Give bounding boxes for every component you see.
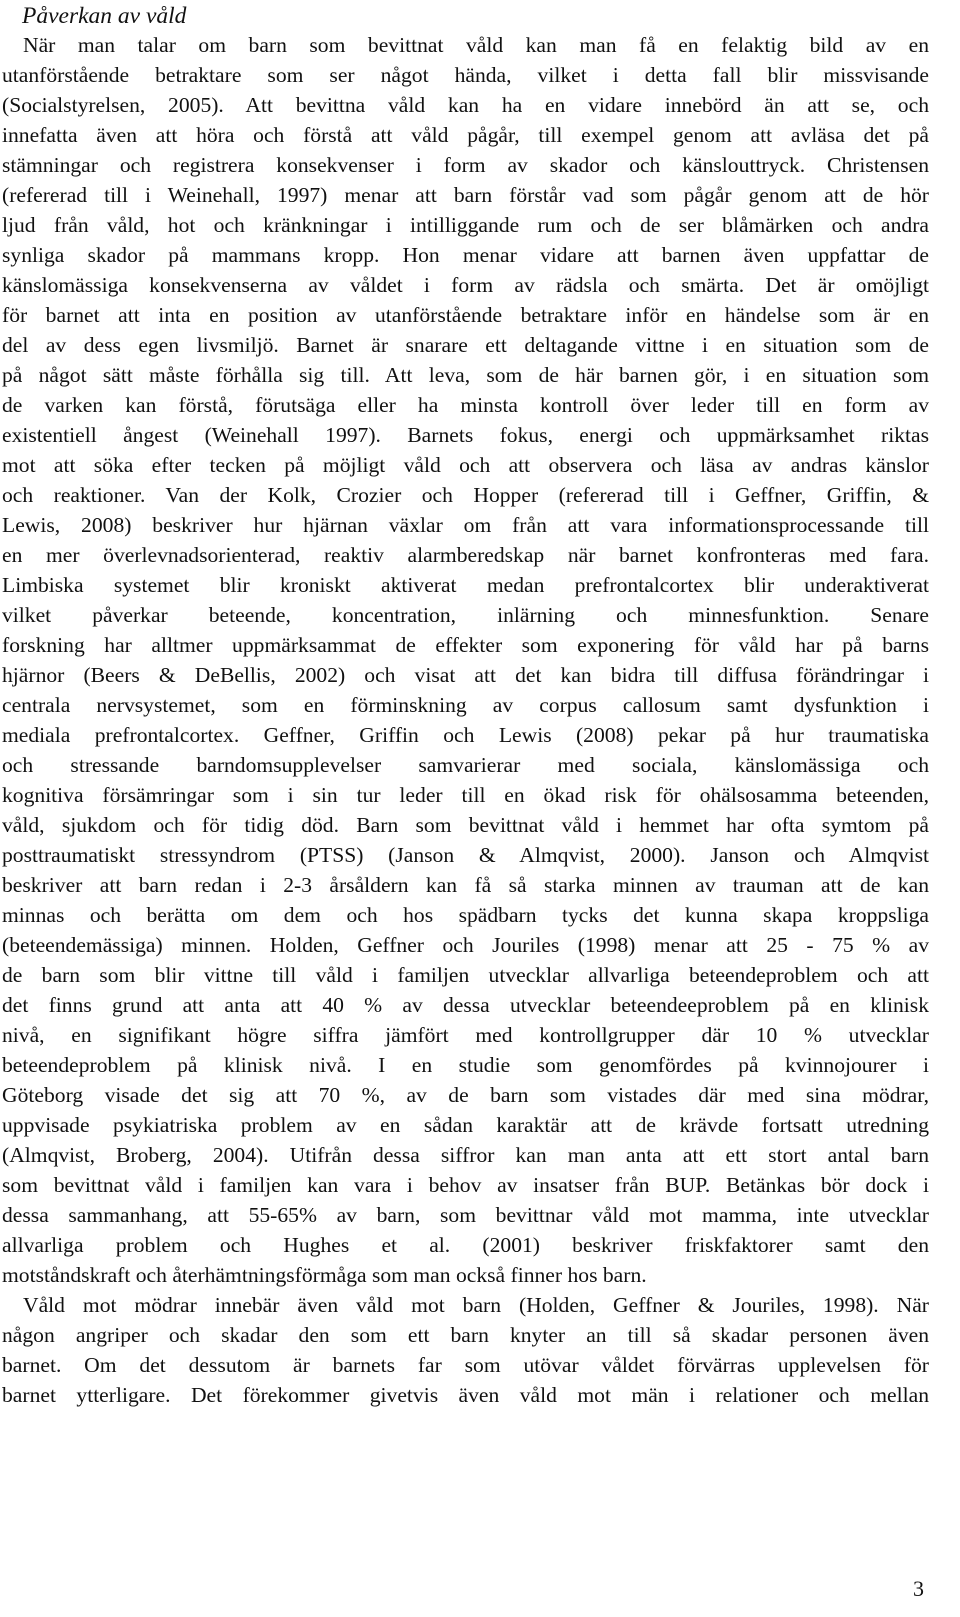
text-line: mot att söka efter tecken på möjligt våld och att observera och läsa av andras känslor (2, 453, 929, 477)
text-line: Våld mot mödrar innebär även våld mot barn (Holden, Geffner & Jouriles, 1998). När (23, 1293, 929, 1317)
text-line: hjärnor (Beers & DeBellis, 2002) och visat att det kan bidra till diffusa förändringar i (2, 663, 929, 687)
text-line: känslomässiga konsekvenserna av våldet i form av rädsla och smärta. Det är omöjligt (2, 273, 929, 297)
text-line: de varken kan förstå, förutsäga eller ha minsta kontroll över leder till en form av (2, 393, 929, 417)
text-line: de barn som blir vittne till våld i familjen utvecklar allvarliga beteendeproblem och att (2, 963, 929, 987)
text-line: När man talar om barn som bevittnat våld kan man få en felaktig bild av en (23, 33, 929, 57)
text-line: barnet ytterligare. Det förekommer givetvis även våld mot män i relationer och mellan (2, 1383, 929, 1407)
section-heading: Påverkan av våld (22, 3, 187, 29)
text-line: mediala prefrontalcortex. Geffner, Griffin och Lewis (2008) pekar på hur traumatiska (2, 723, 929, 747)
text-line: utanförstående betraktare som ser något hända, vilket i detta fall blir missvisande (2, 63, 929, 87)
text-line: synliga skador på mammans kropp. Hon menar vidare att barnen även uppfattar de (2, 243, 929, 267)
text-line: och stressande barndomsupplevelser samvarierar med sociala, känslomässiga och (2, 753, 929, 777)
text-line: beteendeproblem på klinisk nivå. I en studie som genomfördes på kvinnojourer i (2, 1053, 929, 1077)
text-line: som bevittnat våld i familjen kan vara i behov av insatser från BUP. Betänkas bör dock i (2, 1173, 929, 1197)
text-line: beskriver att barn redan i 2-3 årsåldern kan få så starka minnen av trauman att de kan (2, 873, 929, 897)
text-line: minnas och berätta om dem och hos spädbarn tycks det kunna skapa kroppsliga (2, 903, 929, 927)
text-line: nivå, en signifikant högre siffra jämfört med kontrollgrupper där 10 % utvecklar (2, 1023, 929, 1047)
text-line: det finns grund att anta att 40 % av dessa utvecklar beteendeeproblem på en klinisk (2, 993, 929, 1017)
text-line: Göteborg visade det sig att 70 %, av de barn som vistades där med sina mödrar, (2, 1083, 929, 1107)
text-line: forskning har alltmer uppmärksammat de effekter som exponering för våld har på barns (2, 633, 929, 657)
page-number: 3 (913, 1576, 924, 1601)
text-line: centrala nervsystemet, som en förminskning av corpus callosum samt dysfunktion i (2, 693, 929, 717)
text-line: dessa sammanhang, att 55-65% av barn, som bevittnar våld mot mamma, inte utvecklar (2, 1203, 929, 1227)
text-line: för barnet att inta en position av utanförstående betraktare inför en händelse som är en (2, 303, 929, 327)
text-line: innefatta även att höra och förstå att våld pågår, till exempel genom att avläsa det på (2, 123, 929, 147)
text-line: allvarliga problem och Hughes et al. (2001) beskriver friskfaktorer samt den (2, 1233, 929, 1257)
text-line: posttraumatiskt stressyndrom (PTSS) (Janson & Almqvist, 2000). Janson och Almqvist (2, 843, 929, 867)
text-line: barnet. Om det dessutom är barnets far som utövar våldet förvärras upplevelsen för (2, 1353, 929, 1377)
text-line: (refererad till i Weinehall, 1997) menar att barn förstår vad som pågår genom att de hör (2, 183, 929, 207)
text-line: uppvisade psykiatriska problem av en sådan karaktär att de krävde fortsatt utredning (2, 1113, 929, 1137)
text-line: Lewis, 2008) beskriver hur hjärnan växlar om från att vara informationsprocessande till (2, 513, 929, 537)
text-line: (Socialstyrelsen, 2005). Att bevittna våld kan ha en vidare innebörd än att se, och (2, 93, 929, 117)
text-line: våld, sjukdom och för tidig död. Barn som bevittnat våld i hemmet har ofta symtom på (2, 813, 929, 837)
text-line: del av dess egen livsmiljö. Barnet är snarare ett deltagande vittne i en situation som de (2, 333, 929, 357)
text-line: existentiell ångest (Weinehall 1997). Barnets fokus, energi och uppmärksamhet riktas (2, 423, 929, 447)
text-line: stämningar och registrera konsekvenser i form av skador och känslouttryck. Christensen (2, 153, 929, 177)
text-line: vilket påverkar beteende, koncentration, inlärning och minnesfunktion. Senare (2, 603, 929, 627)
text-line: någon angriper och skadar den som ett barn knyter an till så skadar personen även (2, 1323, 929, 1347)
text-line: (Almqvist, Broberg, 2004). Utifrån dessa siffror kan man anta att ett stort antal barn (2, 1143, 929, 1167)
text-line: ljud från våld, hot och kränkningar i intilliggande rum och de ser blåmärken och andra (2, 213, 929, 237)
text-line: och reaktioner. Van der Kolk, Crozier och Hopper (refererad till i Geffner, Griffin, & (2, 483, 929, 507)
text-line: på något sätt måste förhålla sig till. Att leva, som de här barnen gör, i en situation som (2, 363, 929, 387)
text-line: en mer överlevnadsorienterad, reaktiv alarmberedskap när barnet konfronteras med fara. (2, 543, 929, 567)
text-line: Limbiska systemet blir kroniskt aktiverat medan prefrontalcortex blir underaktiverat (2, 573, 929, 597)
text-line: (beteendemässiga) minnen. Holden, Geffner och Jouriles (1998) menar att 25 - 75 % av (2, 933, 929, 957)
text-line: motståndskraft och återhämtningsförmåga som man också finner hos barn. (2, 1263, 647, 1287)
text-line: kognitiva försämringar som i sin tur leder till en ökad risk för ohälsosamma beteenden, (2, 783, 929, 807)
